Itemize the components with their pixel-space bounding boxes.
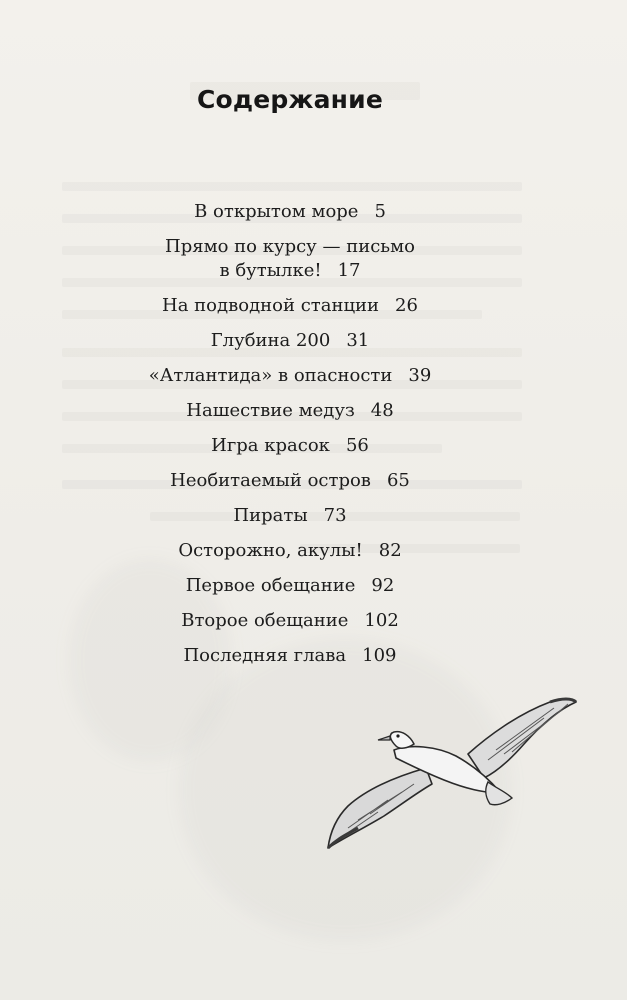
seagull-icon [318, 688, 580, 858]
toc-entry-page: 109 [362, 645, 397, 666]
toc-entry-page: 39 [408, 365, 432, 386]
toc-entry-title: Первое обещание [185, 575, 356, 596]
toc-entry [0, 609, 580, 633]
toc-entry-page: 92 [371, 575, 395, 596]
toc-entry-title: Пираты [233, 505, 308, 526]
toc-entry-title: Последняя глава [183, 645, 347, 666]
toc-entry-page: 5 [374, 201, 386, 222]
toc-entry-title: Необитаемый остров [170, 470, 371, 491]
toc-entry [0, 539, 580, 563]
toc-entry-page: 31 [346, 330, 370, 351]
toc-entry-title: На подводной станции [162, 295, 380, 316]
toc-entry-page: 17 [337, 260, 361, 281]
toc-entry [0, 235, 580, 283]
toc-entry [0, 200, 580, 224]
toc-entry-page: 82 [378, 540, 402, 561]
toc-entry-title: Прямо по курсу — письмо [165, 236, 415, 257]
toc-entry [0, 469, 580, 493]
toc-entry-title-line2: в бутылке! [219, 260, 322, 281]
toc-entry [0, 574, 580, 598]
toc-entry-title: «Атлантида» в опасности [148, 365, 393, 386]
toc-entry [0, 399, 580, 423]
table-of-contents [0, 200, 580, 679]
toc-entry-page: 102 [364, 610, 399, 631]
toc-entry-title: Осторожно, акулы! [178, 540, 363, 561]
toc-entry-page: 73 [323, 505, 347, 526]
toc-entry [0, 364, 580, 388]
toc-entry-title: В открытом море [194, 201, 359, 222]
toc-entry-title: Второе обещание [181, 610, 349, 631]
show-through-line [62, 182, 522, 191]
toc-entry [0, 294, 580, 318]
toc-entry-page: 26 [395, 295, 418, 316]
toc-entry-title: Игра красок [211, 435, 330, 456]
toc-entry [0, 504, 580, 528]
toc-entry-title: Нашествие медуз [186, 400, 355, 421]
toc-entry-page: 48 [370, 400, 394, 421]
toc-entry [0, 644, 580, 668]
toc-entry [0, 434, 580, 458]
toc-entry-title: Глубина 200 [210, 330, 331, 351]
page-title: Содержание [196, 84, 384, 114]
toc-entry [0, 329, 580, 353]
toc-entry-page: 65 [386, 470, 410, 491]
toc-entry-page: 56 [345, 435, 369, 456]
